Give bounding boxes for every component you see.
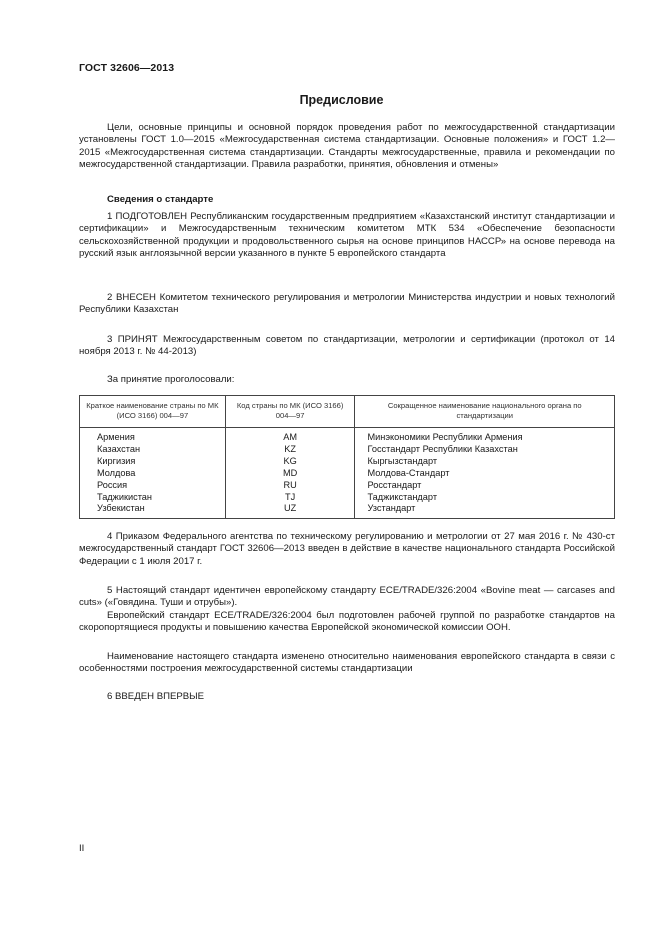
item-6-paragraph: 6 ВВЕДЕН ВПЕРВЫЕ [107, 691, 205, 702]
table-row [80, 492, 615, 504]
item-4-paragraph: 4 Приказом Федерального агентства по техническому регулированию и метрологии от 27 мая 2016 г. № 430-ст межгосударственный стандарт ГОСТ 32606—2013 введен в действие в качестве национального стандарта Российской Федерации с 1 июля 2017 г. [79, 531, 615, 567]
table-row [80, 444, 615, 456]
vote-table-header [80, 396, 615, 428]
standards-body: Кыргызстандарт [355, 456, 615, 468]
standards-body: Молдова-Стандарт [355, 468, 615, 480]
country-code: MD [225, 468, 355, 480]
header-country-name: Краткое наименование страны по МК (ИСО 3166) 004—97 [80, 396, 226, 428]
country-code: KG [225, 456, 355, 468]
country-name: Узбекистан [80, 503, 226, 518]
page-number: II [79, 843, 85, 854]
table-row [80, 480, 615, 492]
item-3-paragraph: 3 ПРИНЯТ Межгосударственным советом по стандартизации, метрологии и сертификации (протокол от 14 ноября 2013 г. № 44-2013) [79, 334, 615, 358]
table-row [80, 456, 615, 468]
country-name: Россия [80, 480, 226, 492]
country-name: Таджикистан [80, 492, 226, 504]
item-5-name-change-paragraph: Наименование настоящего стандарта изменено относительно наименования европейского стандарта в связи с особенностями построения межгосударственной системы стандартизации [79, 651, 615, 675]
country-code: TJ [225, 492, 355, 504]
header-country-code: Код страны по МК (ИСО 3166) 004—97 [225, 396, 355, 428]
vote-intro: За принятие проголосовали: [107, 374, 235, 385]
vote-table [79, 395, 615, 519]
country-name: Киргизия [80, 456, 226, 468]
standards-body: Росстандарт [355, 480, 615, 492]
table-row [80, 503, 615, 518]
standards-body: Минэкономики Республики Армения [355, 428, 615, 444]
item-5-source-paragraph: Европейский стандарт ECE/TRADE/326:2004 был подготовлен рабочей группой по разработке стандартов на скоропортящиеся продукты и повышению качества Европейской экономической комиссии ООН. [79, 610, 615, 634]
item-5-paragraph: 5 Настоящий стандарт идентичен европейскому стандарту ECE/TRADE/326:2004 «Bovine meat — carcases and cuts» («Говядина. Туши и отрубы»). [79, 585, 615, 609]
header-standards-body: Сокращенное наименование национального органа по стандартизации [355, 396, 615, 428]
standards-body: Узстандарт [355, 503, 615, 518]
document-code: ГОСТ 32606—2013 [79, 62, 175, 74]
standards-body: Таджикстандарт [355, 492, 615, 504]
country-code: RU [225, 480, 355, 492]
country-code: UZ [225, 503, 355, 518]
page-title: Предисловие [299, 93, 384, 107]
item-2-paragraph: 2 ВНЕСЕН Комитетом технического регулирования и метрологии Министерства индустрии и новых технологий Республики Казахстан [79, 292, 615, 316]
country-name: Казахстан [80, 444, 226, 456]
country-code: KZ [225, 444, 355, 456]
intro-paragraph: Цели, основные принципы и основной порядок проведения работ по межгосударственной стандартизации установлены ГОСТ 1.0—2015 «Межгосударственная система стандартизации. Основные положения» и ГОСТ 1.2—2015 «Межгосударственная система стандартизации. Стандарты межгосударственные, правила и рекомендации по межгосударственной стандартизации. Правила разработки, принятия, обновления и отмены» [79, 122, 615, 171]
country-name: Молдова [80, 468, 226, 480]
country-name: Армения [80, 428, 226, 444]
section-heading: Сведения о стандарте [107, 194, 214, 205]
country-code: AM [225, 428, 355, 444]
item-1-paragraph: 1 ПОДГОТОВЛЕН Республиканским государственным предприятием «Казахстанский институт стандартизации и сертификации» и Межгосударственным техническим комитетом МТК 534 «Обеспечение безопасности сельскохозяйственной продукции и продовольственного сырья на основе принципов НАССР» на основе перевода на русский язык англоязычной версии указанного в пункте 5 европейского стандарта [79, 211, 615, 260]
table-row [80, 428, 615, 444]
standards-body: Госстандарт Республики Казахстан [355, 444, 615, 456]
table-row [80, 468, 615, 480]
